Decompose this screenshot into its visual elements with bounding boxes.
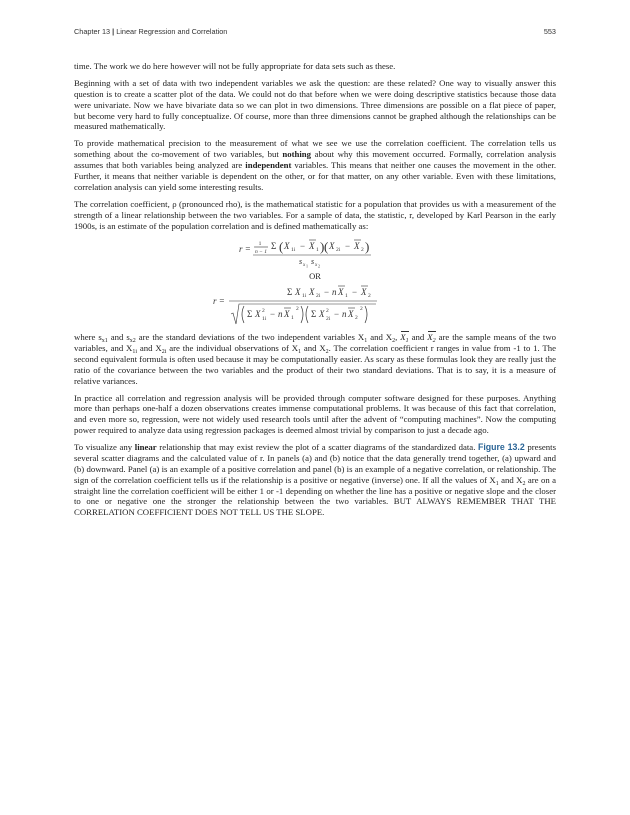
paragraph-software: In practice all correlation and regression analysis will be provided through computer software designed for these purposes. Anything more than perhaps one-half a dozen observations creates immense computational problems. It was because of this fact that correlation, and even more so, regression, were not widely used research tools until after the advent of “computing machines”. Now the computing power required to analyze data using regression packages is deemed almost trivial by comparison to just a decade ago. (74, 392, 556, 436)
emphasis-independent: independent (245, 160, 292, 171)
formula2-n-den-1: n (278, 309, 283, 320)
formula-or-label: OR (309, 271, 321, 282)
formula2-x2i: X (309, 287, 315, 298)
formula1-sigma: Σ (271, 241, 277, 252)
formula1-paren-open-2: ( (324, 239, 329, 255)
formula1-sub-2i: 2i (336, 247, 341, 254)
formula1-minus-1: − (300, 241, 306, 252)
formula-r-computational (205, 282, 425, 328)
formula2-sub-1-den: 1 (291, 315, 294, 322)
inline-xbar-1: $X_1$ (400, 332, 409, 345)
formula1-x2i: X (329, 241, 335, 252)
formula2-paren-open-1 (242, 306, 244, 323)
page-number: 553 (543, 27, 556, 36)
page-body (74, 61, 556, 524)
formula-r-definition (225, 233, 405, 269)
paragraph-rho: The correlation coefficient, ρ (pronounced rho), is the mathematical statistic for a population that provides us with a measurement of the strength of a linear relationship between the two variables. For a sample of data, the statistic, r, developed by Karl Pearson in the early 1900s, is an estimate of the population correlation and is defined mathematically as: (74, 198, 556, 231)
formula2-sq-xbar2: 2 (360, 306, 363, 313)
formula2-sq-x2i: 2 (326, 308, 329, 315)
formula2-x2i-den: X (319, 309, 325, 320)
paragraph-intro: time. The work we do here however will not be fully appropriate for data sets such as these. (74, 61, 396, 71)
emphasis-nothing: nothing (282, 149, 312, 160)
formula2-xbar1-num: X (338, 287, 344, 298)
formula1-paren-open-1: ( (279, 239, 284, 255)
formula2-n-den-2: n (342, 309, 347, 320)
formula1-r-equals: r = (239, 244, 251, 255)
formula1-sub-2: 2 (361, 247, 364, 254)
formula2-sqrt-sign (231, 304, 376, 324)
formula2-sub-1i: 1i (302, 293, 307, 300)
formula2-sub-2-den: 2 (355, 315, 358, 322)
formula2-paren-close-1 (301, 306, 303, 323)
formula1-sub-x2-idx: 2 (318, 263, 320, 269)
formula2-sub-2i-den: 2i (326, 316, 331, 323)
formula2-paren-open-2 (306, 306, 308, 323)
formula2-x1i-den: X (255, 309, 261, 320)
paragraph-scatter: Beginning with a set of data with two independent variables we ask the question: are these related? One way to visually answer this question is to create a scatter plot of the data. We could not do that before when we were doing descriptive statistics because those data were univariate. Now we have bivariate data so we can plot in two dimensions. Three dimensions are possible on a flat piece of paper, but become very hard to fully conceptualize. Of course, more than three dimensions cannot be graphed although the relationships can be measured mathematically. (74, 78, 556, 132)
formula1-frac-num: 1 (258, 241, 262, 248)
formula2-sub-2-num: 2 (368, 293, 371, 300)
chapter-title: Chapter 13 | Linear Regression and Correlation (74, 27, 228, 36)
figure-13-2-link[interactable]: Figure 13.2 (478, 442, 525, 453)
paragraph-visualize: To visualize any linear relationship that may exist review the plot of a scatter diagrams of the standardized data. Figure 13.2 presents several scatter diagrams and the calculated value of r. In panels (a) and (b) notice that the data generally trend together, (a) upward and (b) downward. Panel (a) is an example of a positive correlation and panel (b) is an example of a negative correlation, or relationship. The sign of the correlation coefficient tells us if the relationship is a positive or negative (inverse) one. If all the values of $X_1$ and $X_2$ are on a straight line the correlation coefficient will be either 1 or -1 depending on whether the line has a positive or negative slope and the closer to one or negative one the stronger the relationship between the two variables. BUT ALWAYS REMEMBER THAT THE CORRELATION COEFFICIENT DOES NOT TELL US THE SLOPE. (74, 442, 557, 518)
formula1-frac-den: n − 1 (255, 249, 267, 256)
formula1-x1i: X (284, 241, 290, 252)
formula1-xbar2: X (354, 241, 360, 252)
formula2-minus-num-2: − (352, 287, 358, 298)
formula2-sub-1-num: 1 (345, 293, 348, 300)
formula2-n-num: n (332, 287, 337, 298)
formula2-minus-den-2: − (334, 309, 340, 320)
formula1-s1: s (299, 257, 303, 267)
formula2-minus-num-1: − (324, 287, 330, 298)
formula2-x1i: X (295, 287, 301, 298)
formula1-sub-x2: x (315, 263, 318, 269)
formula1-sub-1: 1 (316, 247, 319, 254)
formula2-minus-den-1: − (270, 309, 276, 320)
page-header (74, 27, 556, 36)
paragraph-correlation: To provide mathematical precision to the measurement of what we see we use the correlation coefficient. The correlation tells us something about the co-movement of two variables, but nothing about why this movement occurred. Formally, correlation analysis assumes that both variables being analyzed are independent variables. This means that neither one causes the movement in the other. Further, it means that neither variable is dependent on the other, or for that matter, on any other variable. Even with these limitations, correlation analysis can yield some interesting results. (74, 138, 557, 192)
formula1-s2: s (311, 257, 315, 267)
formula2-sigma-den-2: Σ (311, 309, 317, 320)
formula2-r-equals: r = (213, 296, 225, 307)
formula2-sub-2i: 2i (316, 293, 321, 300)
formula2-sub-1i-den: 1i (262, 316, 267, 323)
formula1-paren-close-1: ) (320, 239, 325, 255)
paragraph-where: where $s_{x1}$ and $s_{x2}$ are the standard deviations of the two independent variables $X_1$ and $X_2$, $X_1$ and $X_2$ are the sample means of the two variables, and $X_{1i}$ and $X_{2i}$ are the individual observations of $X_1$ and $X_2$. The correlation coefficient r ranges in value from -1 to 1. The second equivalent formula is often used because it may be computationally easier. As scary as these formulas look they are really just the ratio of the covariance between the two variables and the product of their two standard deviations. That is to say, it is a measure of relative variances. (74, 332, 557, 386)
formula2-xbar2-den: X (348, 309, 354, 320)
formula1-paren-close-2: ) (365, 239, 370, 255)
formula2-sq-xbar1: 2 (296, 306, 299, 313)
formula1-sub-1i: 1i (291, 247, 296, 254)
inline-xbar-2: $X_2$ (427, 332, 436, 345)
formula2-paren-close-2 (365, 306, 367, 323)
formula1-xbar1: X (309, 241, 315, 252)
formula2-xbar2-num: X (361, 287, 367, 298)
formula2-sigma-den-1: Σ (247, 309, 253, 320)
formula2-sigma-num: Σ (287, 287, 293, 298)
emphasis-linear: linear (134, 442, 157, 453)
formula1-sub-x1: x (303, 263, 306, 269)
formula1-sub-x1-idx: 1 (306, 263, 308, 269)
formula2-sq-x1i: 2 (262, 308, 265, 315)
formula2-xbar1-den: X (284, 309, 290, 320)
formula1-minus-2: − (345, 241, 351, 252)
